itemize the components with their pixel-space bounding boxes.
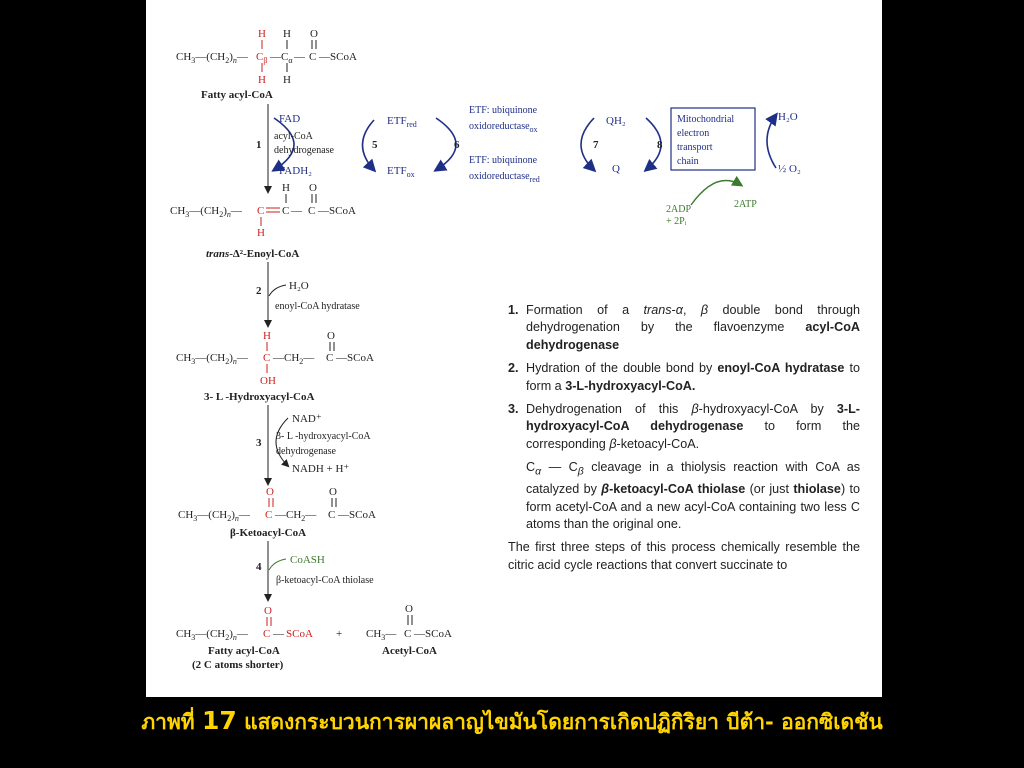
step-1	[508, 302, 860, 354]
step-3-text: Dehydrogenation of this β-hydroxyacyl-CoA by 3-L-hydroxyacyl-CoA dehydrogenase to form the corresponding β-ketoacyl-CoA.	[526, 402, 860, 451]
svg-text:O: O	[405, 603, 413, 615]
svg-text:O: O	[329, 486, 337, 498]
caption-prefix: ภาพที่	[141, 710, 195, 734]
reaction-5-number: 5	[372, 139, 378, 151]
slide-caption	[0, 706, 1024, 739]
svg-text:+: +	[336, 628, 343, 640]
step-1-text: Formation of a trans-α, β double bond through dehydrogenation by the flavoenzyme acyl-CoA dehydrogenase	[526, 303, 860, 352]
hydroxyacyl-coa-structure	[176, 330, 374, 387]
svg-text:Cβ: $C_\beta$	[256, 51, 268, 65]
svg-text:Cα: $C_\alpha$	[281, 51, 293, 65]
shortened-note-label: (2 C atoms shorter)	[192, 659, 284, 671]
caption-text: แสดงกระบวนการผาผลาญไขมันโดยการเกิดปฏิกิริยา บีต้า- ออกซิเดชัน	[244, 710, 883, 734]
svg-text:O: O	[309, 182, 317, 194]
hydroxyacyl-dehydrogenase-label-1: 3- L -hydroxyacyl-CoA	[276, 431, 371, 442]
svg-text:O: O	[327, 330, 335, 342]
svg-text:—: —	[273, 628, 284, 640]
svg-text:—: —	[270, 51, 281, 63]
mitochondrial-label: Mitochondrial	[677, 114, 735, 125]
reaction-4-number: 4	[256, 561, 262, 573]
svg-text:O: O	[266, 486, 274, 498]
svg-text:CH3—: $CH_3—$	[366, 628, 397, 642]
step-2	[508, 360, 860, 395]
fad-label: FAD	[279, 113, 301, 125]
svg-text:—SCoA: —SCoA	[319, 51, 357, 63]
svg-text:—CH2—: $—CH_2—$	[275, 509, 317, 523]
nad-label: NAD⁺	[292, 413, 322, 425]
svg-text:H: H	[257, 227, 265, 239]
etf-ubiquinone-red-label-1: ETF: ubiquinone	[469, 155, 538, 166]
step-2-number: 2.	[508, 361, 519, 376]
electron-label: electron	[677, 128, 710, 139]
fad-curve-arrow	[274, 118, 294, 170]
acyl-coa-dehydrogenase-label-1: acyl-CoA	[274, 131, 313, 142]
caption-number: 17	[201, 706, 237, 735]
electron-transfer-chain	[363, 105, 801, 227]
qh2-label: QH₂	[606, 115, 626, 127]
svg-text:C: C	[326, 352, 334, 364]
etf-ubiquinone-ox-label-2: oxidoreductase$_{ox}$	[469, 121, 538, 134]
fatty-acyl-coa-structure	[176, 28, 357, 86]
oxygen-label: ½ O₂	[778, 163, 801, 175]
chain-label: chain	[677, 156, 699, 167]
thiolase-label: β-ketoacyl-CoA thiolase	[276, 575, 374, 586]
q-label: Q	[612, 163, 620, 175]
svg-text:H: H	[283, 74, 291, 86]
textbook-figure	[146, 0, 882, 697]
svg-text:—SCoA: —SCoA	[336, 352, 374, 364]
reaction-7-number: 7	[593, 139, 599, 151]
coash-label: CoASH	[290, 554, 325, 566]
reaction-2-number: 2	[256, 285, 262, 297]
reaction-1-number: 1	[256, 139, 262, 151]
svg-text:O: O	[264, 605, 272, 617]
svg-text:H: H	[258, 74, 266, 86]
reaction-8-number: 8	[657, 139, 663, 151]
svg-text:—CH2—: $—CH_2—$	[273, 352, 315, 366]
svg-text:—SCoA: —SCoA	[318, 205, 356, 217]
fadh2-label: FADH₂	[279, 165, 312, 177]
svg-text:H: H	[263, 330, 271, 342]
svg-text:—: —	[294, 51, 305, 63]
svg-text:CH3—(CH2)n—: $CH_3—(CH_2)_n—$	[176, 51, 248, 65]
svg-text:C: C	[257, 205, 265, 217]
step-descriptions	[508, 302, 860, 574]
svg-text:O: O	[310, 28, 318, 40]
enoyl-coa-label: trans-Δ²-Enoyl-CoA	[206, 248, 300, 260]
atp-label: 2ATP	[734, 199, 757, 210]
reaction-6-number: 6	[454, 139, 460, 151]
nadh-label: NADH + H⁺	[292, 463, 350, 475]
etf-ubiquinone-red-label-2: oxidoreductase$_{red}$	[469, 171, 540, 184]
acetyl-coa-label: Acetyl-CoA	[382, 645, 437, 657]
step-3	[508, 401, 860, 453]
reaction-3-number: 3	[256, 437, 262, 449]
svg-text:CH3—(CH2)n—: $CH_3—(CH_2)_n—$	[176, 628, 248, 642]
svg-text:H: H	[283, 28, 291, 40]
svg-text:H: H	[282, 182, 290, 194]
adp-label: 2ADP	[666, 204, 692, 215]
svg-text:—SCoA: —SCoA	[338, 509, 376, 521]
step-4-note: $C_\alpha$ — $C_\beta$ cleavage in a thiolysis reaction with CoA as catalyzed by β-ketoacyl-CoA thiolase (or just thiolase) to form acetyl-CoA and a new acyl-CoA containing two less C atoms than the original one.	[526, 460, 860, 531]
svg-text:C: C	[282, 205, 290, 217]
svg-text:C: C	[308, 205, 316, 217]
water-label: H₂O	[289, 280, 309, 292]
svg-text:OH: OH	[260, 375, 276, 387]
acetyl-coa-structure	[366, 603, 452, 642]
svg-text:—SCoA: —SCoA	[414, 628, 452, 640]
pi-label: + 2Pᵢ	[666, 216, 687, 227]
nad-curve-arrow	[276, 418, 288, 466]
shortened-fatty-acyl-coa-label: Fatty acyl-CoA	[208, 645, 280, 657]
svg-text:C: C	[263, 628, 271, 640]
hydroxyacyl-coa-label: 3- L -Hydroxyacyl-CoA	[204, 391, 315, 403]
enoyl-coa-structure	[170, 182, 356, 239]
h2o-product-label: H₂O	[778, 111, 798, 123]
svg-text:CH3—(CH2)n—: $CH_3—(CH_2)_n—$	[178, 509, 250, 523]
etf-ox-label: $ETF_{ox}$	[387, 165, 415, 179]
svg-text:C: C	[309, 51, 317, 63]
svg-text:CH3—(CH2)n—: $CH_3—(CH_2)_n—$	[170, 205, 242, 219]
step-2-text: Hydration of the double bond by enoyl-CoA hydratase to form a 3-L-hydroxyacyl-CoA.	[526, 361, 860, 393]
ketoacyl-coa-structure	[178, 486, 376, 523]
summary-paragraph: The first three steps of this process chemically resemble the citric acid cycle reactions that convert succinate to	[508, 540, 860, 572]
acyl-coa-dehydrogenase-label-2: dehydrogenase	[274, 145, 334, 156]
enoyl-coa-hydratase-label: enoyl-CoA hydratase	[275, 301, 360, 312]
fatty-acyl-coa-label: Fatty acyl-CoA	[201, 89, 273, 101]
svg-text:C: C	[328, 509, 336, 521]
svg-text:—: —	[291, 205, 302, 217]
step-3-number: 3.	[508, 402, 519, 417]
ketoacyl-coa-label: β-Ketoacyl-CoA	[230, 527, 307, 539]
svg-text:C: C	[263, 352, 271, 364]
svg-text:C: C	[404, 628, 412, 640]
svg-text:H: H	[258, 28, 266, 40]
shortened-fatty-acyl-coa-structure	[176, 605, 342, 642]
svg-text:C: C	[265, 509, 273, 521]
hydroxyacyl-dehydrogenase-label-2: dehydrogenase	[276, 446, 336, 457]
svg-text:SCoA: SCoA	[286, 628, 313, 640]
step-1-number: 1.	[508, 303, 519, 317]
transport-label: transport	[677, 142, 713, 153]
etf-ubiquinone-ox-label-1: ETF: ubiquinone	[469, 105, 538, 116]
etf-red-label: $ETF_{red}$	[387, 115, 417, 129]
svg-text:CH3—(CH2)n—: $CH_3—(CH_2)_n—$	[176, 352, 248, 366]
